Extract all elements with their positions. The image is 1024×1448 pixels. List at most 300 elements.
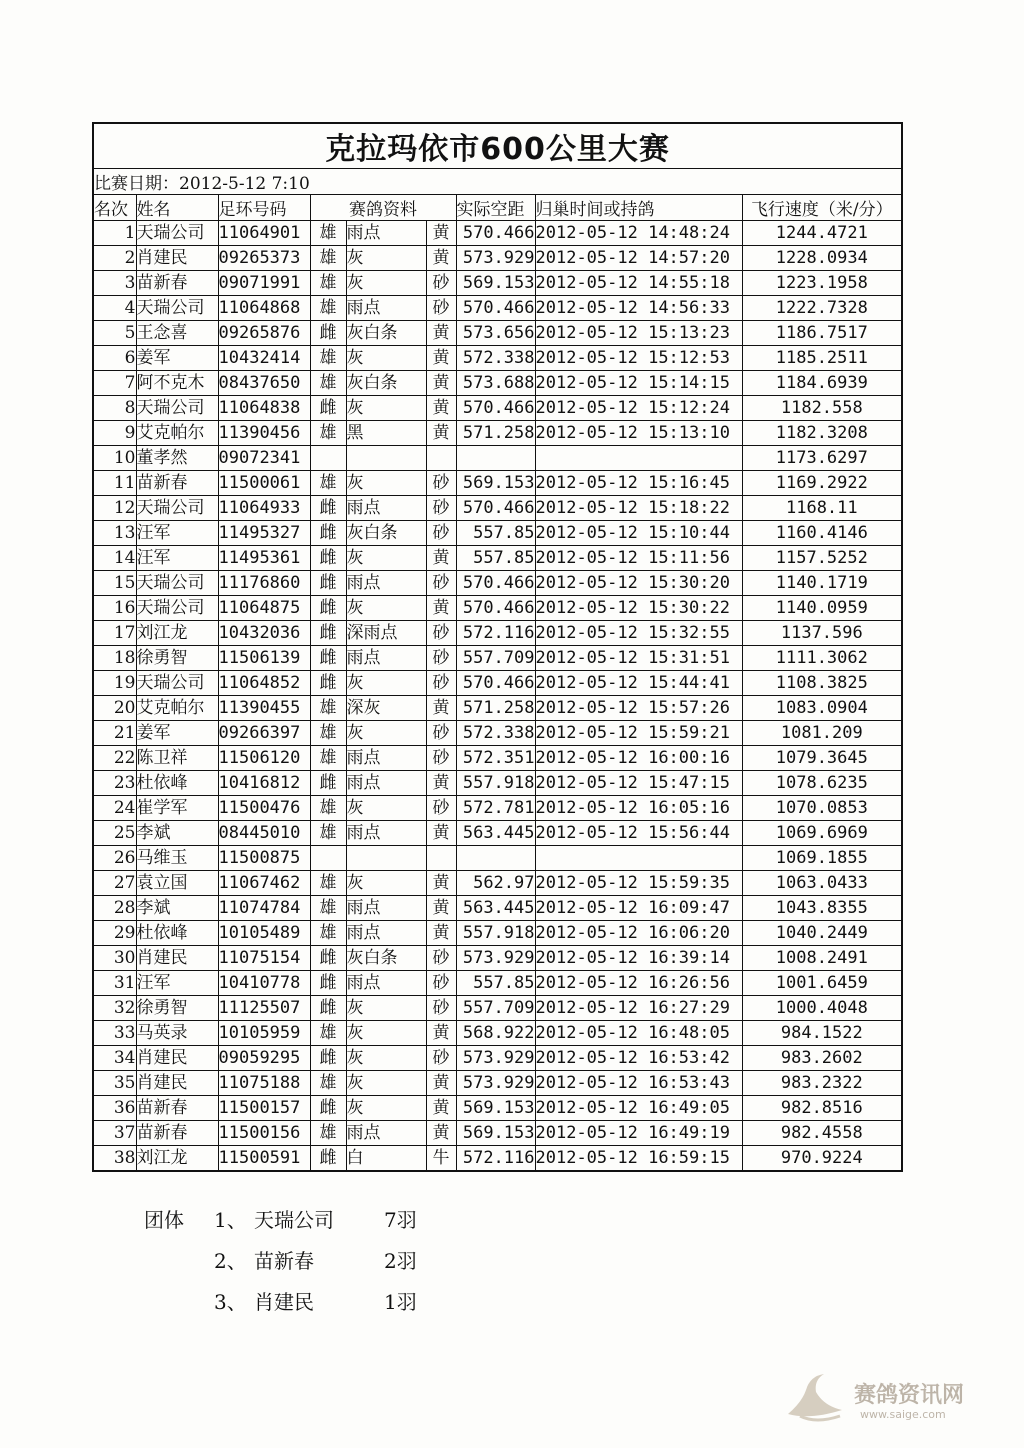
cell-name: 天瑞公司: [136, 396, 218, 421]
cell-time: 2012-05-12 15:12:53: [535, 346, 742, 371]
cell-rank: 26: [93, 846, 136, 871]
cell-name: 刘江龙: [136, 1146, 218, 1172]
cell-distance: 573.929: [456, 246, 535, 271]
cell-distance: 557.709: [456, 996, 535, 1021]
cell-eye: 黄: [426, 821, 456, 846]
cell-color: 灰: [346, 1071, 426, 1096]
cell-sex: 雌: [310, 1146, 346, 1172]
cell-speed: 1223.1958: [742, 271, 902, 296]
table-row: [93, 646, 902, 671]
team-index: 2、: [214, 1249, 247, 1273]
cell-rank: 38: [93, 1146, 136, 1172]
cell-name: 崔学军: [136, 796, 218, 821]
cell-ring: 10105959: [218, 1021, 310, 1046]
cell-ring: 11064838: [218, 396, 310, 421]
cell-color: 黑: [346, 421, 426, 446]
cell-color: [346, 446, 426, 471]
cell-ring: 11500591: [218, 1146, 310, 1172]
pigeon-logo-icon: [780, 1370, 850, 1426]
cell-sex: 雄: [310, 796, 346, 821]
table-row: [93, 471, 902, 496]
cell-name: 徐勇智: [136, 996, 218, 1021]
cell-distance: 569.153: [456, 1096, 535, 1121]
cell-rank: 8: [93, 396, 136, 421]
table-row: [93, 346, 902, 371]
cell-sex: 雌: [310, 571, 346, 596]
cell-rank: 23: [93, 771, 136, 796]
cell-distance: 571.258: [456, 696, 535, 721]
cell-distance: [456, 446, 535, 471]
cell-ring: 09265373: [218, 246, 310, 271]
cell-time: 2012-05-12 16:09:47: [535, 896, 742, 921]
cell-distance: 570.466: [456, 396, 535, 421]
cell-name: 汪军: [136, 546, 218, 571]
cell-name: 艾克帕尔: [136, 696, 218, 721]
table-row: [93, 1146, 902, 1172]
cell-eye: 砂: [426, 521, 456, 546]
table-row: [93, 971, 902, 996]
cell-time: 2012-05-12 15:59:21: [535, 721, 742, 746]
table-row: [93, 221, 902, 246]
cell-time: 2012-05-12 15:13:23: [535, 321, 742, 346]
header-rank: 名次: [93, 195, 136, 221]
cell-distance: 573.929: [456, 1071, 535, 1096]
cell-ring: 11075188: [218, 1071, 310, 1096]
cell-eye: 砂: [426, 621, 456, 646]
cell-time: 2012-05-12 16:59:15: [535, 1146, 742, 1172]
cell-distance: 557.918: [456, 921, 535, 946]
header-speed: 飞行速度（米/分）: [742, 195, 902, 221]
cell-ring: 10432036: [218, 621, 310, 646]
cell-time: 2012-05-12 15:59:35: [535, 871, 742, 896]
cell-color: 灰: [346, 1096, 426, 1121]
table-row: [93, 796, 902, 821]
cell-color: 雨点: [346, 646, 426, 671]
cell-sex: 雌: [310, 771, 346, 796]
table-row: [93, 871, 902, 896]
cell-distance: 573.929: [456, 1046, 535, 1071]
cell-rank: 28: [93, 896, 136, 921]
table-row: [93, 546, 902, 571]
cell-distance: 572.338: [456, 721, 535, 746]
table-row: [93, 821, 902, 846]
cell-name: 姜军: [136, 346, 218, 371]
cell-color: 灰: [346, 271, 426, 296]
cell-speed: 1137.596: [742, 621, 902, 646]
table-row: [93, 946, 902, 971]
cell-distance: 569.153: [456, 471, 535, 496]
cell-sex: 雄: [310, 1021, 346, 1046]
cell-name: 苗新春: [136, 271, 218, 296]
cell-ring: 08437650: [218, 371, 310, 396]
cell-rank: 35: [93, 1071, 136, 1096]
cell-distance: 569.153: [456, 1121, 535, 1146]
cell-ring: 11506139: [218, 646, 310, 671]
cell-ring: 10105489: [218, 921, 310, 946]
cell-eye: 黄: [426, 321, 456, 346]
cell-name: 苗新春: [136, 1096, 218, 1121]
cell-distance: 570.466: [456, 496, 535, 521]
cell-distance: 562.97: [456, 871, 535, 896]
cell-name: 王念喜: [136, 321, 218, 346]
cell-eye: 砂: [426, 971, 456, 996]
header-name: 姓名: [136, 195, 218, 221]
cell-eye: 黄: [426, 221, 456, 246]
cell-name: 天瑞公司: [136, 296, 218, 321]
cell-eye: 黄: [426, 246, 456, 271]
cell-time: 2012-05-12 16:53:42: [535, 1046, 742, 1071]
cell-sex: 雄: [310, 221, 346, 246]
cell-color: 雨点: [346, 821, 426, 846]
cell-sex: 雌: [310, 671, 346, 696]
cell-ring: 11064852: [218, 671, 310, 696]
cell-ring: 11500157: [218, 1096, 310, 1121]
team-count: 2羽: [384, 1249, 417, 1273]
cell-eye: 黄: [426, 1021, 456, 1046]
cell-sex: 雄: [310, 471, 346, 496]
cell-speed: 1182.558: [742, 396, 902, 421]
race-date: 比赛日期：2012-5-12 7:10: [93, 169, 902, 195]
cell-color: 深灰: [346, 696, 426, 721]
cell-sex: 雌: [310, 546, 346, 571]
cell-speed: 1157.5252: [742, 546, 902, 571]
cell-rank: 36: [93, 1096, 136, 1121]
cell-sex: 雄: [310, 921, 346, 946]
cell-color: 雨点: [346, 1121, 426, 1146]
cell-rank: 20: [93, 696, 136, 721]
cell-time: 2012-05-12 15:13:10: [535, 421, 742, 446]
cell-ring: 09265876: [218, 321, 310, 346]
cell-distance: 573.656: [456, 321, 535, 346]
cell-distance: 573.929: [456, 946, 535, 971]
cell-eye: 砂: [426, 796, 456, 821]
cell-eye: 黄: [426, 871, 456, 896]
cell-name: 李斌: [136, 896, 218, 921]
cell-color: 灰白条: [346, 521, 426, 546]
cell-distance: 570.466: [456, 571, 535, 596]
cell-sex: 雄: [310, 696, 346, 721]
cell-speed: 1185.2511: [742, 346, 902, 371]
cell-speed: 1001.6459: [742, 971, 902, 996]
cell-rank: 9: [93, 421, 136, 446]
cell-rank: 27: [93, 871, 136, 896]
cell-eye: 砂: [426, 496, 456, 521]
cell-color: 灰白条: [346, 321, 426, 346]
cell-name: 汪军: [136, 521, 218, 546]
cell-distance: 572.116: [456, 1146, 535, 1172]
cell-ring: 11495327: [218, 521, 310, 546]
cell-sex: 雄: [310, 246, 346, 271]
cell-speed: 1079.3645: [742, 746, 902, 771]
cell-time: 2012-05-12 15:32:55: [535, 621, 742, 646]
header-ring: 足环号码: [218, 195, 310, 221]
table-row: [93, 596, 902, 621]
cell-distance: 570.466: [456, 221, 535, 246]
table-row: [93, 746, 902, 771]
cell-name: 天瑞公司: [136, 596, 218, 621]
cell-speed: 984.1522: [742, 1021, 902, 1046]
cell-time: 2012-05-12 15:18:22: [535, 496, 742, 521]
cell-color: 雨点: [346, 771, 426, 796]
cell-sex: 雌: [310, 946, 346, 971]
table-row: [93, 896, 902, 921]
cell-name: 天瑞公司: [136, 496, 218, 521]
cell-time: 2012-05-12 16:49:19: [535, 1121, 742, 1146]
cell-speed: 1069.1855: [742, 846, 902, 871]
cell-name: 姜军: [136, 721, 218, 746]
team-label: 团体: [144, 1208, 184, 1232]
cell-eye: 砂: [426, 946, 456, 971]
cell-color: 灰: [346, 1046, 426, 1071]
cell-rank: 15: [93, 571, 136, 596]
cell-time: 2012-05-12 16:26:56: [535, 971, 742, 996]
cell-time: 2012-05-12 15:14:15: [535, 371, 742, 396]
cell-rank: 18: [93, 646, 136, 671]
cell-ring: 10416812: [218, 771, 310, 796]
table-row: [93, 271, 902, 296]
table-row: [93, 1071, 902, 1096]
cell-ring: 11064901: [218, 221, 310, 246]
cell-rank: 32: [93, 996, 136, 1021]
table-row: [93, 246, 902, 271]
cell-rank: 2: [93, 246, 136, 271]
cell-sex: 雄: [310, 821, 346, 846]
team-count: 1羽: [384, 1290, 417, 1314]
cell-sex: 雌: [310, 396, 346, 421]
table-row: [93, 721, 902, 746]
cell-color: 雨点: [346, 971, 426, 996]
cell-name: 汪军: [136, 971, 218, 996]
cell-sex: 雌: [310, 1046, 346, 1071]
cell-name: 马维玉: [136, 846, 218, 871]
cell-time: [535, 446, 742, 471]
table-row: [93, 771, 902, 796]
cell-speed: 982.4558: [742, 1121, 902, 1146]
cell-name: 天瑞公司: [136, 221, 218, 246]
cell-time: 2012-05-12 15:44:41: [535, 671, 742, 696]
table-row: [93, 371, 902, 396]
cell-rank: 25: [93, 821, 136, 846]
cell-eye: 黄: [426, 346, 456, 371]
team-count: 7羽: [384, 1208, 417, 1232]
cell-eye: [426, 446, 456, 471]
header-time: 归巢时间或持鸽: [535, 195, 742, 221]
cell-name: 杜依峰: [136, 771, 218, 796]
cell-ring: 09072341: [218, 446, 310, 471]
cell-name: 肖建民: [136, 246, 218, 271]
cell-distance: 572.351: [456, 746, 535, 771]
cell-rank: 3: [93, 271, 136, 296]
cell-ring: 11500061: [218, 471, 310, 496]
cell-ring: 11064933: [218, 496, 310, 521]
cell-name: 肖建民: [136, 1071, 218, 1096]
cell-color: 灰: [346, 871, 426, 896]
cell-sex: 雌: [310, 321, 346, 346]
cell-sex: 雄: [310, 1071, 346, 1096]
cell-sex: 雌: [310, 521, 346, 546]
cell-ring: 09266397: [218, 721, 310, 746]
cell-sex: 雌: [310, 596, 346, 621]
cell-sex: 雄: [310, 371, 346, 396]
watermark: [780, 1370, 990, 1430]
cell-eye: 砂: [426, 271, 456, 296]
cell-speed: 1070.0853: [742, 796, 902, 821]
cell-sex: 雄: [310, 271, 346, 296]
cell-distance: 572.338: [456, 346, 535, 371]
cell-color: 灰: [346, 546, 426, 571]
cell-name: 天瑞公司: [136, 571, 218, 596]
table-row: [93, 296, 902, 321]
cell-time: 2012-05-12 14:55:18: [535, 271, 742, 296]
cell-time: 2012-05-12 15:30:22: [535, 596, 742, 621]
cell-color: 灰: [346, 996, 426, 1021]
cell-ring: 11064875: [218, 596, 310, 621]
cell-rank: 16: [93, 596, 136, 621]
header-pigeon: 赛鸽资料: [310, 195, 456, 221]
cell-time: 2012-05-12 15:11:56: [535, 546, 742, 571]
cell-eye: 砂: [426, 746, 456, 771]
cell-ring: 09059295: [218, 1046, 310, 1071]
cell-color: 雨点: [346, 746, 426, 771]
cell-time: 2012-05-12 15:57:26: [535, 696, 742, 721]
cell-ring: 11176860: [218, 571, 310, 596]
cell-eye: 砂: [426, 671, 456, 696]
cell-rank: 10: [93, 446, 136, 471]
cell-time: 2012-05-12 15:12:24: [535, 396, 742, 421]
cell-rank: 11: [93, 471, 136, 496]
cell-eye: 黄: [426, 1071, 456, 1096]
cell-sex: 雄: [310, 896, 346, 921]
cell-rank: 22: [93, 746, 136, 771]
table-row: [93, 521, 902, 546]
cell-name: 苗新春: [136, 1121, 218, 1146]
cell-time: 2012-05-12 16:06:20: [535, 921, 742, 946]
cell-eye: [426, 846, 456, 871]
cell-rank: 14: [93, 546, 136, 571]
cell-distance: 563.445: [456, 821, 535, 846]
table-row: [93, 996, 902, 1021]
cell-sex: 雄: [310, 296, 346, 321]
cell-eye: 黄: [426, 1096, 456, 1121]
cell-color: 白: [346, 1146, 426, 1172]
cell-speed: 1160.4146: [742, 521, 902, 546]
cell-eye: 砂: [426, 1046, 456, 1071]
cell-color: [346, 846, 426, 871]
cell-ring: 10432414: [218, 346, 310, 371]
cell-distance: [456, 846, 535, 871]
cell-name: 徐勇智: [136, 646, 218, 671]
cell-rank: 31: [93, 971, 136, 996]
cell-ring: 11500156: [218, 1121, 310, 1146]
cell-eye: 砂: [426, 646, 456, 671]
cell-speed: 982.8516: [742, 1096, 902, 1121]
cell-distance: 572.116: [456, 621, 535, 646]
table-row: [93, 1046, 902, 1071]
cell-speed: 1078.6235: [742, 771, 902, 796]
results-table: [92, 122, 903, 1172]
cell-speed: 1083.0904: [742, 696, 902, 721]
cell-eye: 黄: [426, 896, 456, 921]
cell-distance: 569.153: [456, 271, 535, 296]
cell-sex: [310, 446, 346, 471]
cell-distance: 570.466: [456, 296, 535, 321]
table-row: [93, 421, 902, 446]
watermark-text: 赛鸽资讯网: [854, 1383, 965, 1408]
cell-ring: 11064868: [218, 296, 310, 321]
cell-sex: 雄: [310, 421, 346, 446]
cell-ring: 10410778: [218, 971, 310, 996]
cell-color: 灰: [346, 246, 426, 271]
cell-speed: 1169.2922: [742, 471, 902, 496]
cell-rank: 34: [93, 1046, 136, 1071]
cell-color: 灰: [346, 346, 426, 371]
cell-sex: 雄: [310, 871, 346, 896]
cell-distance: 563.445: [456, 896, 535, 921]
cell-name: 阿不克木: [136, 371, 218, 396]
cell-eye: 牛: [426, 1146, 456, 1172]
table-row: [93, 621, 902, 646]
cell-time: [535, 846, 742, 871]
cell-name: 董孝然: [136, 446, 218, 471]
cell-time: 2012-05-12 16:00:16: [535, 746, 742, 771]
cell-sex: 雄: [310, 1121, 346, 1146]
cell-time: 2012-05-12 14:48:24: [535, 221, 742, 246]
cell-time: 2012-05-12 15:16:45: [535, 471, 742, 496]
cell-color: 雨点: [346, 921, 426, 946]
cell-color: 雨点: [346, 496, 426, 521]
cell-ring: 11074784: [218, 896, 310, 921]
cell-distance: 568.922: [456, 1021, 535, 1046]
cell-speed: 1173.6297: [742, 446, 902, 471]
cell-speed: 1000.4048: [742, 996, 902, 1021]
cell-eye: 黄: [426, 771, 456, 796]
cell-speed: 1008.2491: [742, 946, 902, 971]
cell-color: 雨点: [346, 896, 426, 921]
cell-distance: 572.781: [456, 796, 535, 821]
cell-distance: 557.85: [456, 521, 535, 546]
team-name: 苗新春: [254, 1249, 314, 1273]
cell-ring: 11506120: [218, 746, 310, 771]
cell-time: 2012-05-12 15:30:20: [535, 571, 742, 596]
cell-ring: 11500476: [218, 796, 310, 821]
table-row: [93, 921, 902, 946]
cell-time: 2012-05-12 16:53:43: [535, 1071, 742, 1096]
cell-color: 灰: [346, 721, 426, 746]
cell-distance: 570.466: [456, 671, 535, 696]
cell-time: 2012-05-12 14:56:33: [535, 296, 742, 321]
cell-speed: 983.2322: [742, 1071, 902, 1096]
cell-speed: 1043.8355: [742, 896, 902, 921]
table-row: [93, 846, 902, 871]
table-row: [93, 396, 902, 421]
cell-name: 肖建民: [136, 1046, 218, 1071]
cell-color: 深雨点: [346, 621, 426, 646]
team-index: 3、: [214, 1290, 247, 1314]
team-name: 天瑞公司: [254, 1208, 334, 1232]
table-row: [93, 696, 902, 721]
cell-color: 灰: [346, 1021, 426, 1046]
cell-color: 灰: [346, 596, 426, 621]
cell-color: 雨点: [346, 296, 426, 321]
cell-eye: 黄: [426, 421, 456, 446]
cell-distance: 557.85: [456, 546, 535, 571]
cell-speed: 1140.0959: [742, 596, 902, 621]
cell-time: 2012-05-12 16:05:16: [535, 796, 742, 821]
cell-time: 2012-05-12 15:47:15: [535, 771, 742, 796]
cell-color: 灰: [346, 396, 426, 421]
cell-speed: 1186.7517: [742, 321, 902, 346]
cell-speed: 1228.0934: [742, 246, 902, 271]
